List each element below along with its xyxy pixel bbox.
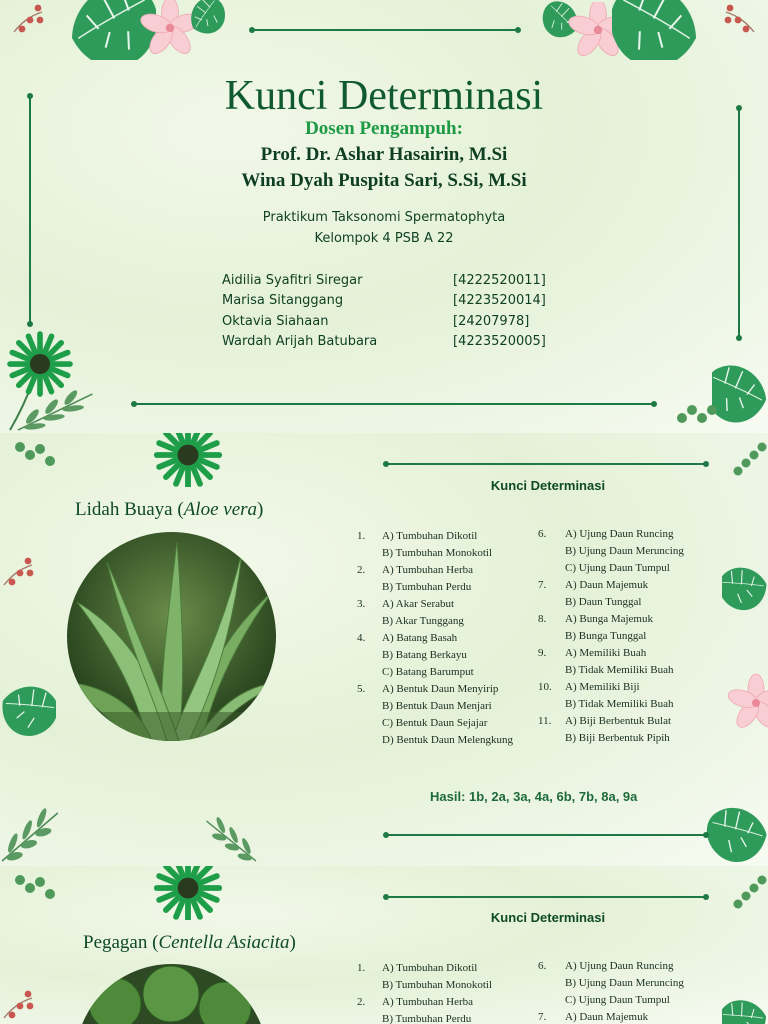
- member-id: [24207978]: [453, 314, 530, 329]
- monstera-leaf-icon: [722, 982, 768, 1024]
- key-line: B) Tidak Memiliki Buah: [565, 698, 674, 710]
- berry-sprig-icon: [8, 2, 48, 38]
- key-line: 1. A) Tumbuhan Dikotil: [357, 962, 478, 974]
- key-line: B) Bentuk Daun Menjari: [382, 700, 492, 712]
- berry-sprig-icon: [720, 2, 760, 38]
- key-line: 7. A) Daun Majemuk: [538, 1011, 649, 1023]
- key-line: B) Bunga Tunggal: [565, 630, 647, 642]
- pink-flower-icon: [726, 673, 768, 733]
- key-line: 2. A) Tumbuhan Herba: [357, 996, 474, 1008]
- lecturer-label: Dosen Pengampuh:: [305, 118, 463, 139]
- key-line: B) Akar Tunggang: [382, 615, 464, 627]
- member-id: [4223520005]: [453, 334, 546, 349]
- page-title: Kunci Determinasi: [224, 73, 544, 119]
- member-name: Wardah Arijah Batubara: [222, 334, 378, 349]
- member-name: Marisa Sitanggang: [222, 293, 344, 308]
- key-line: B) Biji Berbentuk Pipih: [565, 732, 670, 744]
- key-line: B) Daun Tunggal: [565, 596, 642, 608]
- key-line: 2. A) Tumbuhan Herba: [357, 564, 474, 576]
- fern-leaf-icon: [14, 384, 104, 433]
- monstera-leaf-icon: [0, 665, 56, 737]
- monstera-leaf-icon: [190, 0, 238, 48]
- bottom-divider-line: [134, 403, 654, 405]
- group-name: Kelompok 4 PSB A 22: [314, 231, 454, 246]
- bottom-divider-line: [386, 834, 706, 836]
- berry-sprig-icon: [672, 396, 722, 432]
- key-line: 5. A) Bentuk Daun Menyirip: [357, 683, 499, 695]
- lecturer-name-1: Prof. Dr. Ashar Hasairin, M.Si: [260, 144, 508, 165]
- result-text: Hasil: 1b, 2a, 3a, 4a, 6b, 7b, 8a, 9a: [430, 789, 638, 804]
- pegagan-photo: [75, 964, 268, 1024]
- plant-latin-name: Aloe vera: [183, 499, 258, 520]
- top-divider-line: [386, 463, 706, 465]
- key-line: B) Tumbuhan Perdu: [382, 1013, 472, 1024]
- monstera-leaf-icon: [722, 549, 768, 615]
- key-line: C) Ujung Daun Tumpul: [565, 994, 670, 1006]
- key-line: 6. A) Ujung Daun Runcing: [538, 960, 674, 972]
- plant-title: Lidah Buaya (Aloe vera): [75, 499, 264, 520]
- key-line: B) Tumbuhan Monokotil: [382, 547, 493, 559]
- member-name: Oktavia Siahaan: [222, 314, 329, 329]
- key-column-1: [357, 528, 513, 749]
- aloe-vera-slide: [0, 433, 768, 866]
- key-line: B) Tumbuhan Monokotil: [382, 979, 493, 991]
- key-line: 3. A) Akar Serabut: [357, 598, 455, 610]
- key-line: C) Batang Barumput: [382, 666, 474, 678]
- key-line: 6. A) Ujung Daun Runcing: [538, 528, 674, 540]
- key-column-2: [538, 526, 684, 747]
- pegagan-slide: [0, 866, 768, 1024]
- fern-leaf-icon: [200, 817, 260, 865]
- lecturer-name-2: Wina Dyah Puspita Sari, S.Si, M.Si: [241, 170, 527, 191]
- key-line: C) Ujung Daun Tumpul: [565, 562, 670, 574]
- key-line: 8. A) Bunga Majemuk: [538, 613, 653, 625]
- key-column-2: [538, 958, 684, 1024]
- key-line: 10. A) Memiliki Biji: [538, 681, 640, 693]
- berry-sprig-icon: [728, 874, 768, 914]
- berry-sprig-icon: [8, 870, 64, 906]
- fern-leaf-icon: [0, 805, 64, 865]
- key-line: B) Batang Berkayu: [382, 649, 467, 661]
- key-line: B) Tidak Memiliki Buah: [565, 664, 674, 676]
- member-id: [4223520014]: [453, 293, 546, 308]
- key-line: D) Bentuk Daun Melengkung: [382, 734, 514, 746]
- key-heading: Kunci Determinasi: [490, 478, 606, 493]
- top-divider-line: [252, 29, 518, 31]
- monstera-leaf-icon: [612, 0, 702, 60]
- key-line: B) Ujung Daun Meruncing: [565, 545, 684, 557]
- member-name: Aidilia Syafitri Siregar: [222, 273, 363, 288]
- key-line: 4. A) Batang Basah: [357, 632, 458, 644]
- key-line: C) Bentuk Daun Sejajar: [382, 717, 488, 729]
- top-divider-line: [386, 896, 706, 898]
- aloe-vera-photo: [67, 532, 276, 741]
- key-line: 9. A) Memiliki Buah: [538, 647, 647, 659]
- berry-sprig-icon: [0, 984, 40, 1024]
- berry-sprig-icon: [0, 551, 40, 591]
- key-line: 7. A) Daun Majemuk: [538, 579, 649, 591]
- key-line: 1. A) Tumbuhan Dikotil: [357, 530, 478, 542]
- plant-latin-name: Centella Asiacita: [158, 932, 290, 953]
- monstera-leaf-icon: [704, 799, 768, 866]
- key-column-1: [357, 960, 492, 1024]
- berry-sprig-icon: [8, 437, 64, 473]
- course-name: Praktikum Taksonomi Spermatophyta: [262, 210, 506, 225]
- berry-sprig-icon: [728, 441, 768, 481]
- key-line: 11. A) Biji Berbentuk Bulat: [538, 715, 672, 727]
- title-slide: [0, 0, 768, 433]
- key-heading: Kunci Determinasi: [490, 910, 606, 925]
- green-daisy-icon: [150, 866, 228, 920]
- key-line: B) Tumbuhan Perdu: [382, 581, 472, 593]
- member-id: [4222520011]: [453, 273, 546, 288]
- key-line: B) Ujung Daun Meruncing: [565, 977, 684, 989]
- green-daisy-icon: [150, 433, 228, 487]
- plant-title: Pegagan (Centella Asiacita): [83, 932, 296, 953]
